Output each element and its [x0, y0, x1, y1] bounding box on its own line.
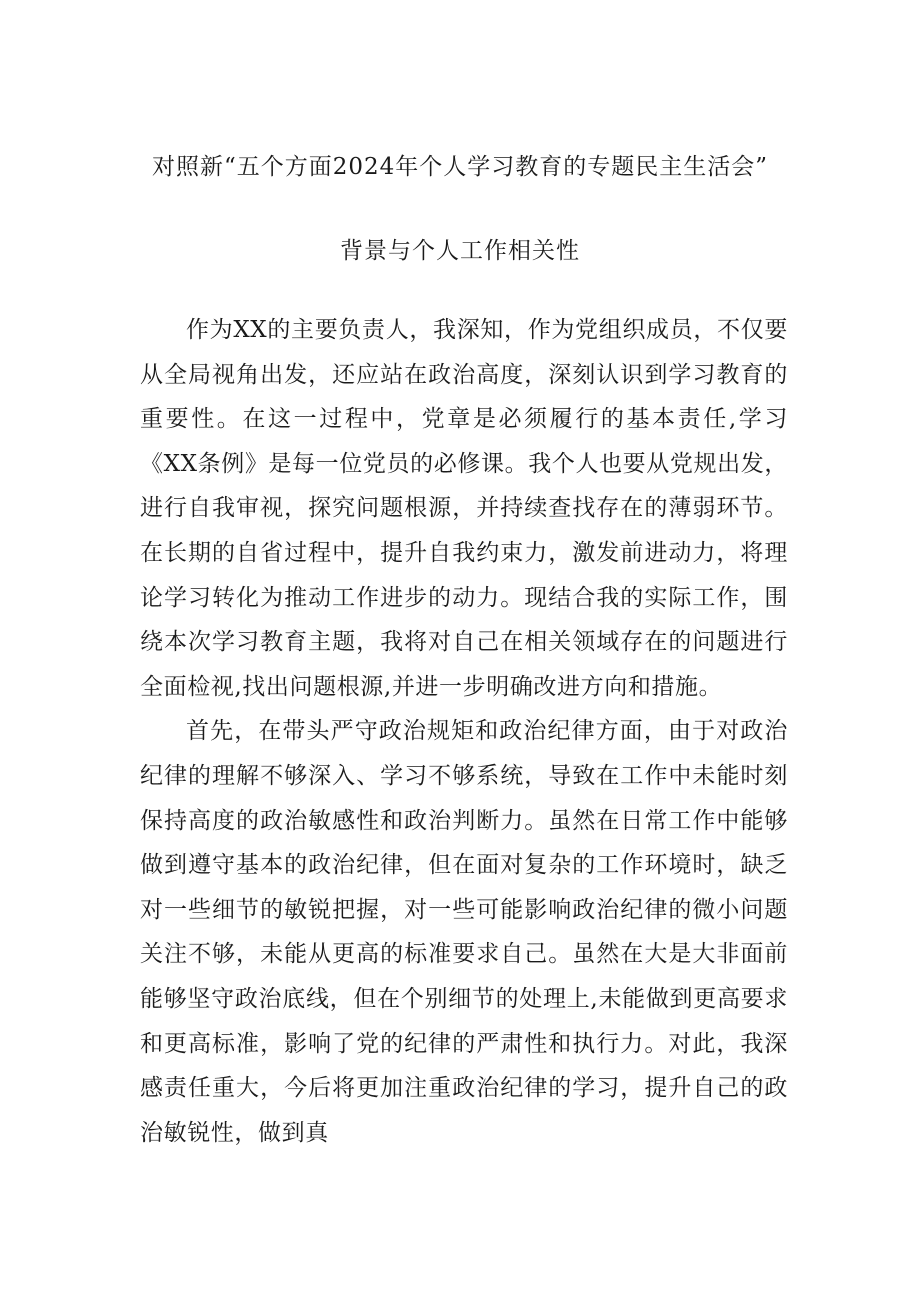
- paragraph-political-discipline: 首先，在带头严守政治规矩和政治纪律方面，由于对政治纪律的理解不够深入、学习不够系统，导致在工作中未能时刻保持高度的政治敏感性和政治判断力。虽然在日常工作中能够做到遵守基本的政治纪律，但在面对复杂的工作环境时，缺乏对一些细节的敏锐把握，对一些可能影响政治纪律的微小问题关注不够，未能从更高的标准要求自己。虽然在大是大非面前能够坚守政治底线，但在个别细节的处理上,未能做到更高要求和更高标准，影响了党的纪律的严肃性和执行力。对此，我深感责任重大，今后将更加注重政治纪律的学习，提升自己的政治敏锐性，做到真: [140, 718, 788, 1146]
- document-body: [140, 308, 788, 1155]
- document-title-line-2: 背景与个人工作相关性: [340, 238, 580, 264]
- paragraph-intro: 作为XX的主要负责人，我深知，作为党组织成员，不仅要从全局视角出发，还应站在政治高度，深刻认识到学习教育的重要性。在这一过程中，党章是必须履行的基本责任,学习《XX条例》是每一位党员的必修课。我个人也要从党规出发，进行自我审视，探究问题根源，并持续查找存在的薄弱环节。在长期的自省过程中，提升自我约束力，激发前进动力，将理论学习转化为推动工作进步的动力。现结合我的实际工作，围绕本次学习教育主题，我将对自己在相关领域存在的问题进行全面检视,找出问题根源,并进一步明确改进方向和措施。: [140, 317, 788, 700]
- document-title-line-1: 对照新“五个方面2024年个人学习教育的专题民主生活会”: [151, 154, 769, 180]
